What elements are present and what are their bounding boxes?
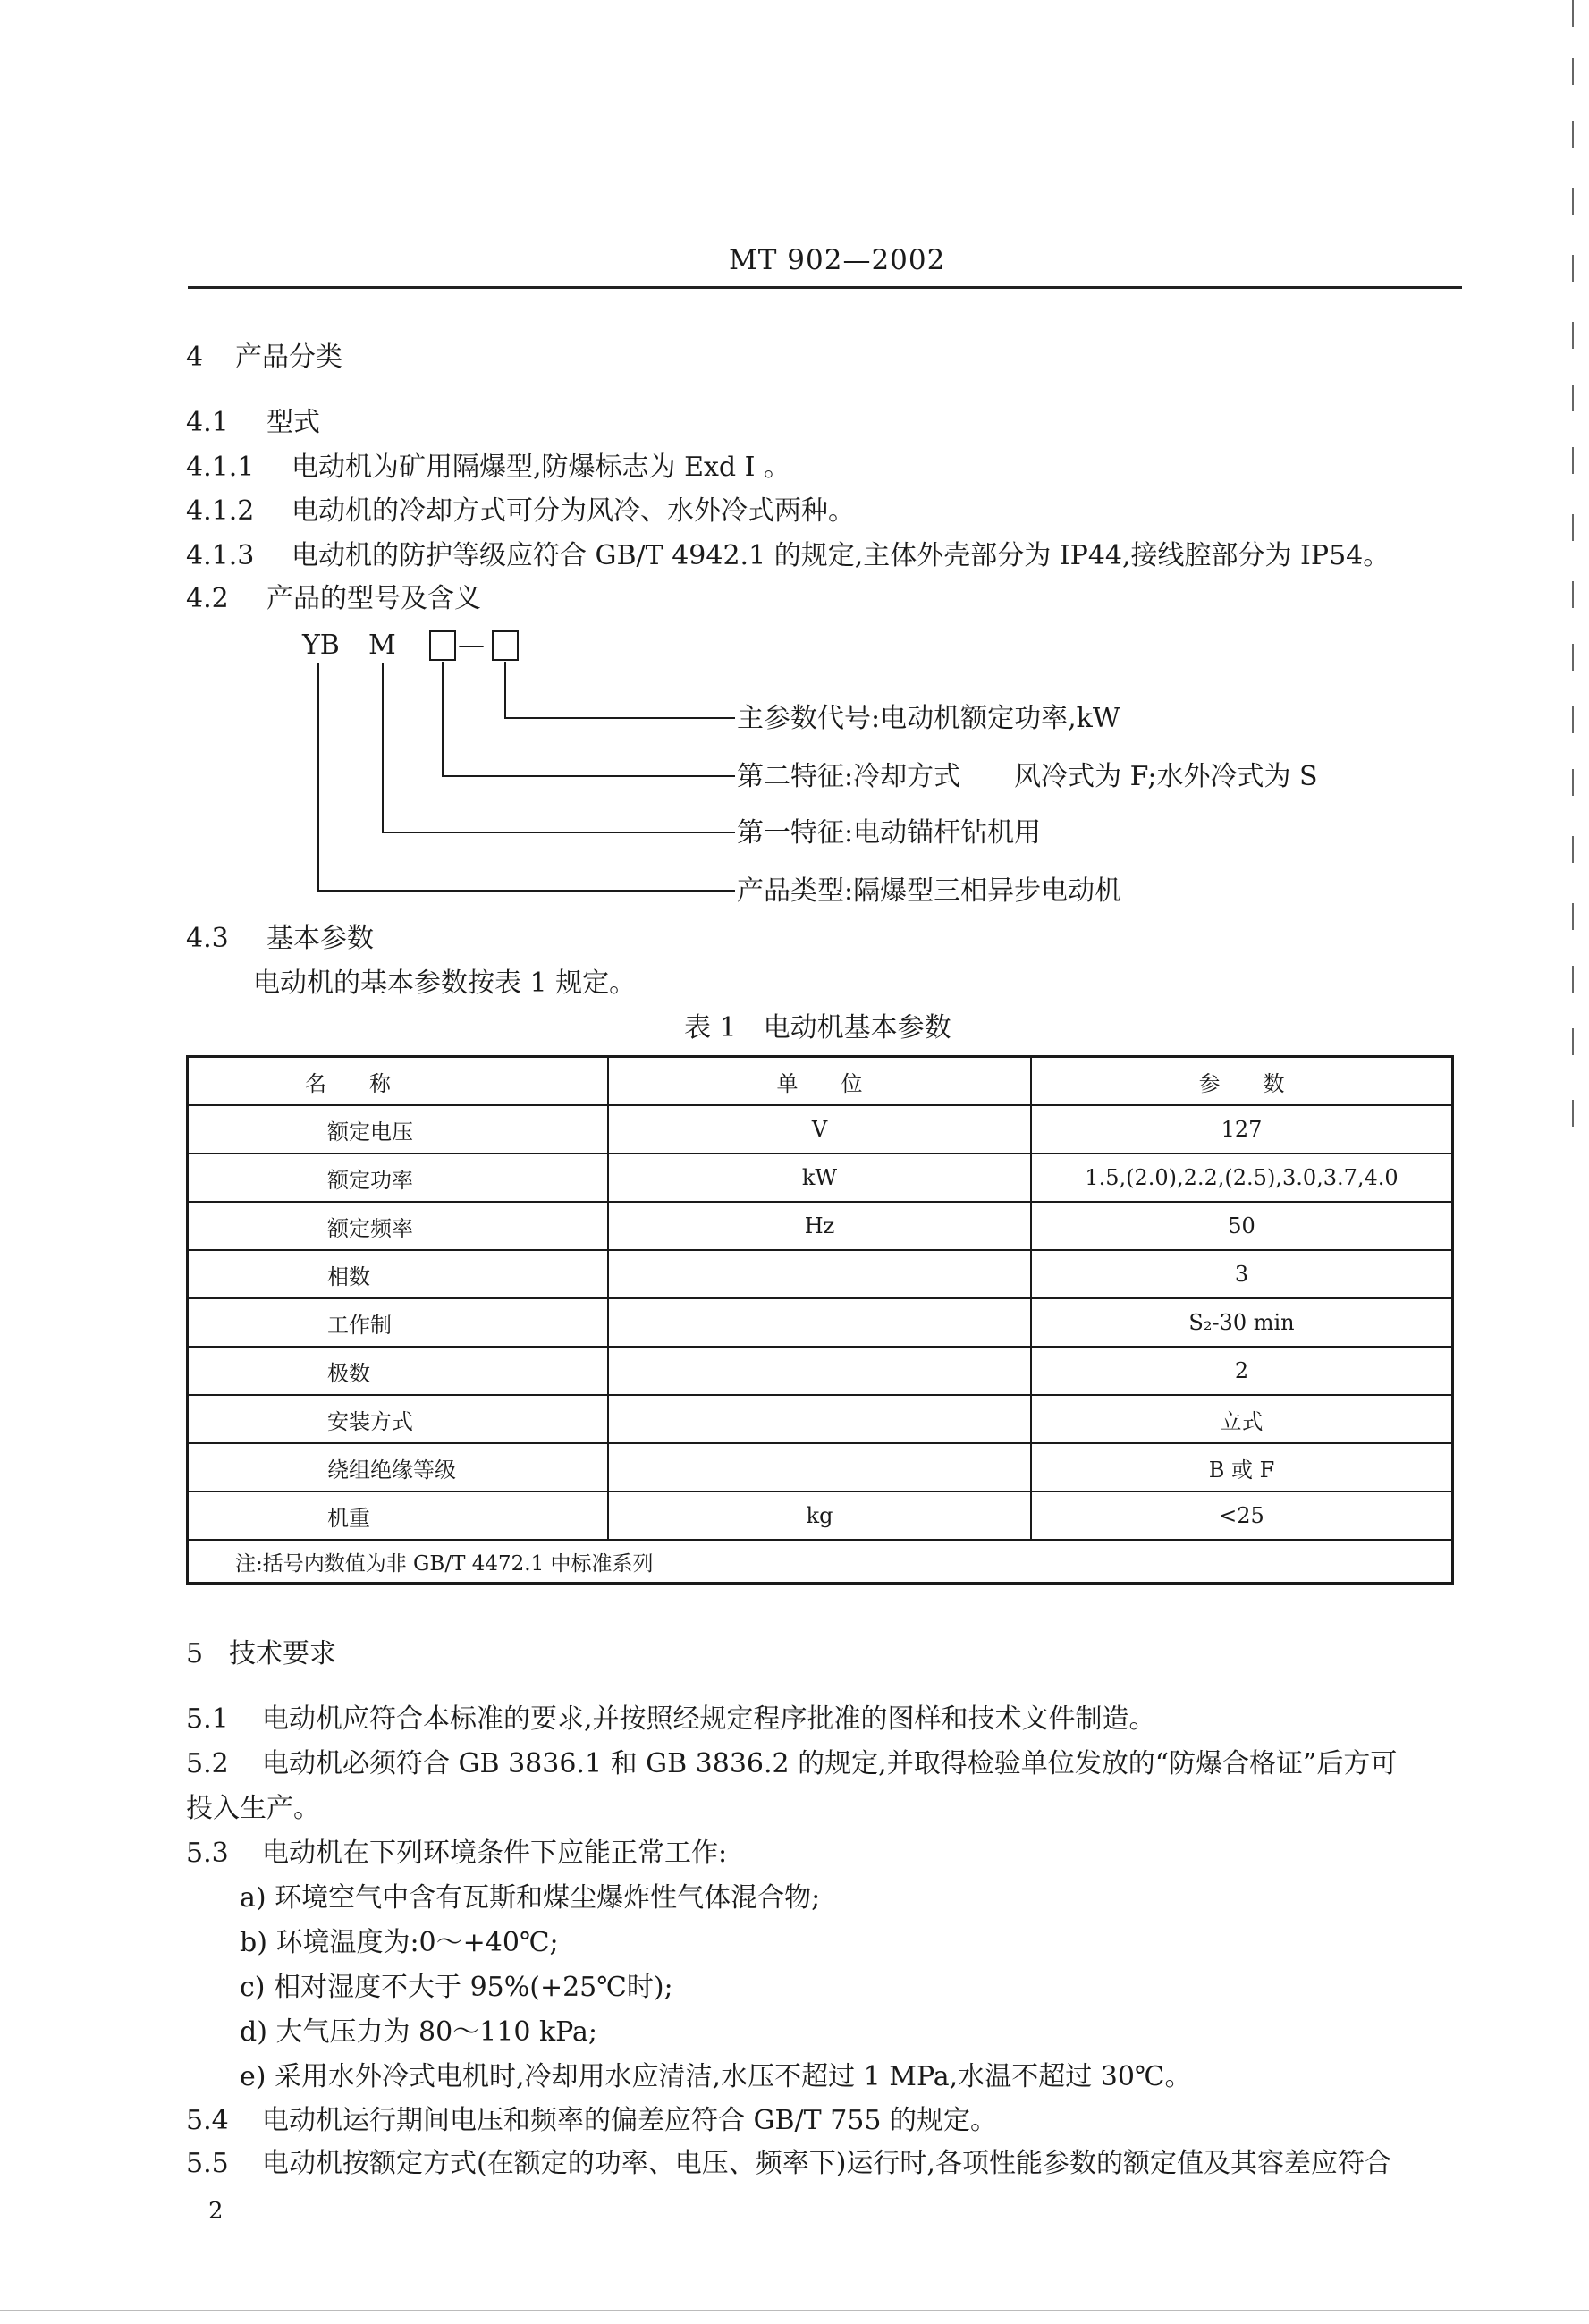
document-header: MT 902—2002 — [729, 244, 946, 276]
model-label-type: 产品类型:隔爆型三相异步电动机 — [737, 875, 1122, 907]
page-number: 2 — [208, 2198, 224, 2225]
clause-4-1-2: 4.1.2 电动机的冷却方式可分为风冷、水外冷式两种。 — [186, 495, 855, 527]
table-caption: 表 1 电动机基本参数 — [684, 1012, 951, 1044]
section-5-heading: 5 技术要求 — [186, 1638, 336, 1669]
clause-4-1-1: 4.1.1 电动机为矿用隔爆型,防爆标志为 Exd I 。 — [186, 452, 791, 483]
table-row: 额定电压 V 127 — [188, 1105, 1453, 1154]
clause-5-3: 5.3 电动机在下列环境条件下应能正常工作: — [186, 1838, 728, 1869]
table-row: 安装方式 立式 — [188, 1395, 1453, 1443]
leader-feature1-v — [382, 663, 384, 832]
model-dash: — — [458, 630, 485, 661]
clause-4-1: 4.1 型式 — [186, 407, 320, 438]
clause-5-2-continuation: 投入生产。 — [186, 1793, 320, 1824]
table-header-name: 名 称 — [188, 1057, 609, 1106]
table-row: 机重 kg <25 — [188, 1492, 1453, 1540]
table-row: 工作制 S₂-30 min — [188, 1298, 1453, 1347]
table-note-row — [188, 1540, 1453, 1584]
model-label-cooling: 第二特征:冷却方式 风冷式为 F;水外冷式为 S — [737, 761, 1318, 792]
model-label-usage: 第一特征:电动锚杆钻机用 — [737, 817, 1042, 849]
clause-4-3: 4.3 基本参数 — [186, 923, 374, 954]
table-header-row — [188, 1057, 1453, 1106]
clause-5-2: 5.2 电动机必须符合 GB 3836.1 和 GB 3836.2 的规定,并取得检验单位发放的“防爆合格证”后方可 — [186, 1748, 1398, 1779]
leader-power-h — [504, 717, 735, 719]
table-header-value: 参 数 — [1031, 1057, 1453, 1106]
section-4-heading: 4 产品分类 — [186, 342, 342, 373]
table-row: 额定频率 Hz 50 — [188, 1202, 1453, 1250]
clause-5-5: 5.5 电动机按额定方式(在额定的功率、电压、频率下)运行时,各项性能参数的额定值及其容差应符合 — [186, 2148, 1391, 2179]
leader-feature1-h — [382, 832, 735, 833]
condition-e: e) 采用水外冷式电机时,冷却用水应清洁,水压不超过 1 MPa,水温不超过 30℃。 — [240, 2061, 1192, 2092]
clause-4-2: 4.2 产品的型号及含义 — [186, 583, 481, 614]
leader-product-type-h — [317, 890, 735, 892]
condition-d: d) 大气压力为 80～110 kPa; — [240, 2016, 597, 2048]
condition-c: c) 相对湿度不大于 95%(+25℃时); — [240, 1972, 673, 2003]
model-label-power: 主参数代号:电动机额定功率,kW — [737, 703, 1120, 734]
table-note: 注:括号内数值为非 GB/T 4472.1 中标准系列 — [188, 1540, 1453, 1584]
model-prefix-yb: YB — [302, 630, 340, 661]
model-box-power — [492, 630, 519, 661]
model-box-feature2 — [429, 630, 456, 661]
clause-5-4: 5.4 电动机运行期间电压和频率的偏差应符合 GB/T 755 的规定。 — [186, 2105, 997, 2136]
clause-4-3-body: 电动机的基本参数按表 1 规定。 — [253, 968, 637, 999]
table-row: 绕组绝缘等级 B 或 F — [188, 1443, 1453, 1492]
leader-power-v — [504, 662, 506, 717]
leader-feature2-h — [442, 775, 735, 777]
table-row: 额定功率 kW 1.5,(2.0),2.2,(2.5),3.0,3.7,4.0 — [188, 1154, 1453, 1202]
table-header-unit: 单 位 — [608, 1057, 1031, 1106]
header-rule — [188, 286, 1462, 289]
clause-4-1-3: 4.1.3 电动机的防护等级应符合 GB/T 4942.1 的规定,主体外壳部分为 IP44,接线腔部分为 IP54。 — [186, 540, 1390, 571]
condition-b: b) 环境温度为:0～+40℃; — [240, 1927, 559, 1958]
leader-product-type-v — [317, 663, 319, 890]
condition-a: a) 环境空气中含有瓦斯和煤尘爆炸性气体混合物; — [240, 1882, 821, 1914]
basic-parameters-table — [186, 1055, 1454, 1585]
table-row: 极数 2 — [188, 1347, 1453, 1395]
leader-feature2-v — [442, 662, 444, 775]
model-letter-m: M — [368, 630, 396, 661]
table-row: 相数 3 — [188, 1250, 1453, 1298]
scan-bottom-edge — [0, 2310, 1589, 2311]
clause-5-1: 5.1 电动机应符合本标准的要求,并按照经规定程序批准的图样和技术文件制造。 — [186, 1703, 1156, 1735]
